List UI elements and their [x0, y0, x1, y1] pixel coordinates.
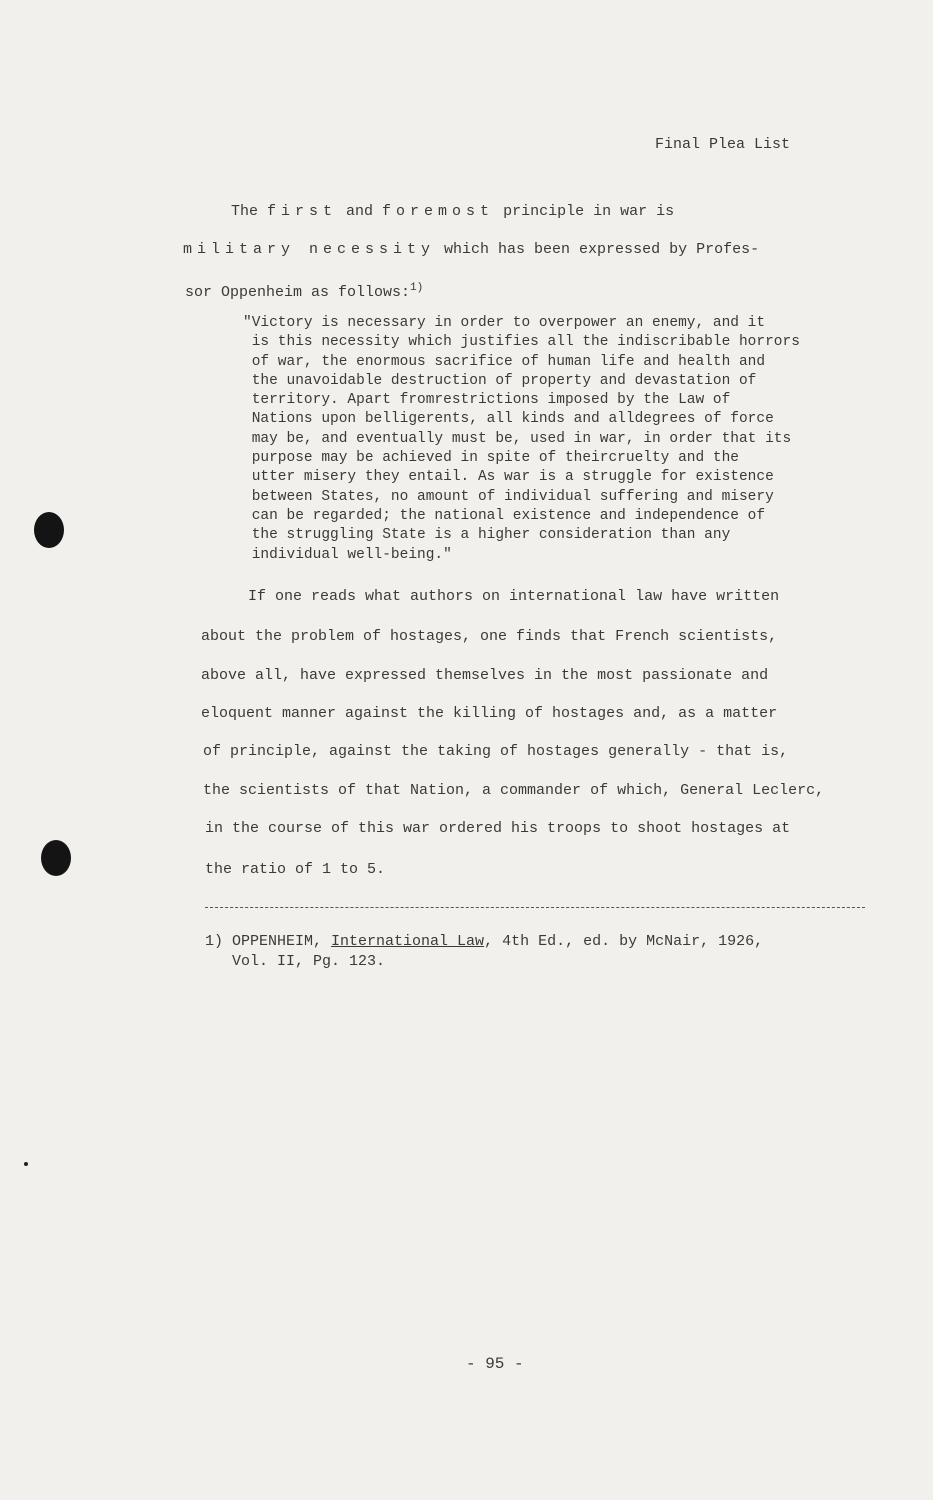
intro-text: which has been expressed by Profes-: [435, 241, 760, 258]
quote-line: is this necessity which justifies all the indiscribable horrors: [243, 334, 800, 351]
para2-line: about the problem of hostages, one finds that French scientists,: [201, 628, 778, 645]
quote-line: of war, the enormous sacrifice of human life and health and: [243, 353, 766, 370]
quote-line: territory. Apart fromrestrictions imposed by the Law of: [243, 392, 731, 409]
para2-line: of principle, against the taking of hostages generally - that is,: [203, 743, 789, 760]
quote-line: may be, and eventually must be, used in war, in order that its: [243, 430, 792, 447]
emphasis-military-necessity: military necessity: [183, 241, 436, 258]
intro-text: The: [231, 203, 268, 220]
intro-line-2: [183, 241, 759, 258]
footnote-text: 1) OPPENHEIM,: [205, 933, 332, 950]
intro-text: and: [337, 203, 383, 220]
para2-line: the ratio of 1 to 5.: [205, 861, 386, 878]
footnote: [205, 932, 763, 972]
page-number: - 95 -: [466, 1355, 524, 1373]
para2-line: If one reads what authors on international law have written: [248, 588, 780, 605]
para2-line: the scientists of that Nation, a commander of which, General Leclerc,: [203, 782, 825, 799]
para2-line: eloquent manner against the killing of hostages and, as a matter: [201, 705, 778, 722]
quote-line: utter misery they entail. As war is a struggle for existence: [243, 469, 774, 486]
footnote-text: , 4th Ed., ed. by McNair, 1926,: [484, 933, 764, 950]
footnote-line-2: Vol. II, Pg. 123.: [205, 953, 386, 970]
intro-text: principle in war is: [494, 203, 675, 220]
intro-text: sor Oppenheim as follows:: [185, 284, 411, 301]
para2-line: above all, have expressed themselves in the most passionate and: [201, 667, 769, 684]
footnote-book-title: International Law: [331, 933, 485, 950]
paper-speck: [24, 1162, 28, 1166]
header-title: Final Plea List: [655, 136, 791, 153]
quote-line: individual well-being.": [243, 546, 452, 563]
quote-line: between States, no amount of individual suffering and misery: [243, 488, 774, 505]
quote-line: the unavoidable destruction of property and devastation of: [243, 372, 757, 389]
intro-line-3: [185, 282, 423, 301]
footnote-divider: [205, 907, 865, 908]
quote-line: purpose may be achieved in spite of theircruelty and the: [243, 450, 739, 467]
punch-hole-top: [34, 512, 64, 548]
quote-line: can be regarded; the national existence and independence of: [243, 507, 766, 524]
footnote-marker: 1): [410, 282, 424, 294]
quote-line: the struggling State is a higher consideration than any: [243, 527, 731, 544]
quote-line: Nations upon belligerents, all kinds and alldegrees of force: [243, 411, 774, 428]
emphasis-foremost: foremost: [382, 203, 495, 220]
block-quote: [243, 314, 883, 565]
emphasis-first: first: [267, 203, 338, 220]
punch-hole-bottom: [41, 840, 71, 876]
footnote-line-1: [205, 932, 763, 952]
intro-line-1: [231, 203, 674, 220]
quote-line: "Victory is necessary in order to overpower an enemy, and it: [243, 315, 766, 331]
para2-line: in the course of this war ordered his troops to shoot hostages at: [205, 820, 791, 837]
